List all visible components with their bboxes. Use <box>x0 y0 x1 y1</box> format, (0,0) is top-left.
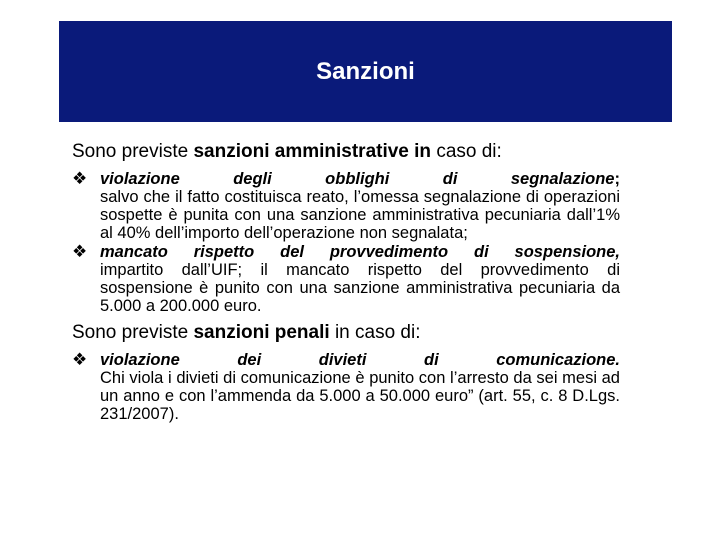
section-penal-lead <box>72 321 620 345</box>
list-item <box>72 243 620 315</box>
diamond-bullet-icon: ❖ <box>72 350 88 369</box>
item-heading <box>100 351 620 369</box>
item-text: impartito dall’UIF; il mancato rispetto del provvedimento di sospensione è punito con una sanzione amministrativa pecuniaria da 5.000 a 200.000 euro. <box>100 261 620 315</box>
list-item <box>72 170 620 242</box>
lead-text: caso di: <box>431 141 502 162</box>
item-heading <box>100 243 620 261</box>
lead-text: Sono previste <box>72 141 194 162</box>
lead-emphasis: sanzioni penali <box>193 322 330 343</box>
item-heading <box>100 170 620 188</box>
diamond-bullet-icon: ❖ <box>72 242 88 261</box>
item-emphasis: violazione degli obblighi di segnalazione <box>100 170 615 188</box>
list-item <box>72 351 620 423</box>
administrative-sanctions-list <box>72 170 620 315</box>
section-administrative-lead <box>72 140 620 164</box>
item-emphasis: violazione dei divieti di comunicazione. <box>100 351 620 369</box>
item-text: salvo che il fatto costituisca reato, l’omessa segnalazione di operazioni sospette è punita con una sanzione amministrativa pecuniaria dall’1% al 40% dell’importo dell’operazione non segnalata; <box>100 188 620 242</box>
title-bar <box>59 21 672 122</box>
diamond-bullet-icon: ❖ <box>72 169 88 188</box>
lead-text: in caso di: <box>329 322 421 343</box>
item-heading-rest: ; <box>614 170 620 188</box>
penal-sanctions-list <box>72 351 620 423</box>
lead-text: Sono previste <box>72 322 194 343</box>
slide-body <box>72 140 620 429</box>
slide-title: Sanzioni <box>316 57 415 85</box>
item-text: Chi viola i divieti di comunicazione è punito con l’arresto da sei mesi ad un anno e con l’ammenda da 5.000 a 50.000 euro” (art. 55, c. 8 D.Lgs. 231/2007). <box>100 369 620 423</box>
lead-emphasis: sanzioni amministrative in <box>193 141 432 162</box>
item-emphasis: mancato rispetto del provvedimento di sospensione, <box>100 243 620 261</box>
